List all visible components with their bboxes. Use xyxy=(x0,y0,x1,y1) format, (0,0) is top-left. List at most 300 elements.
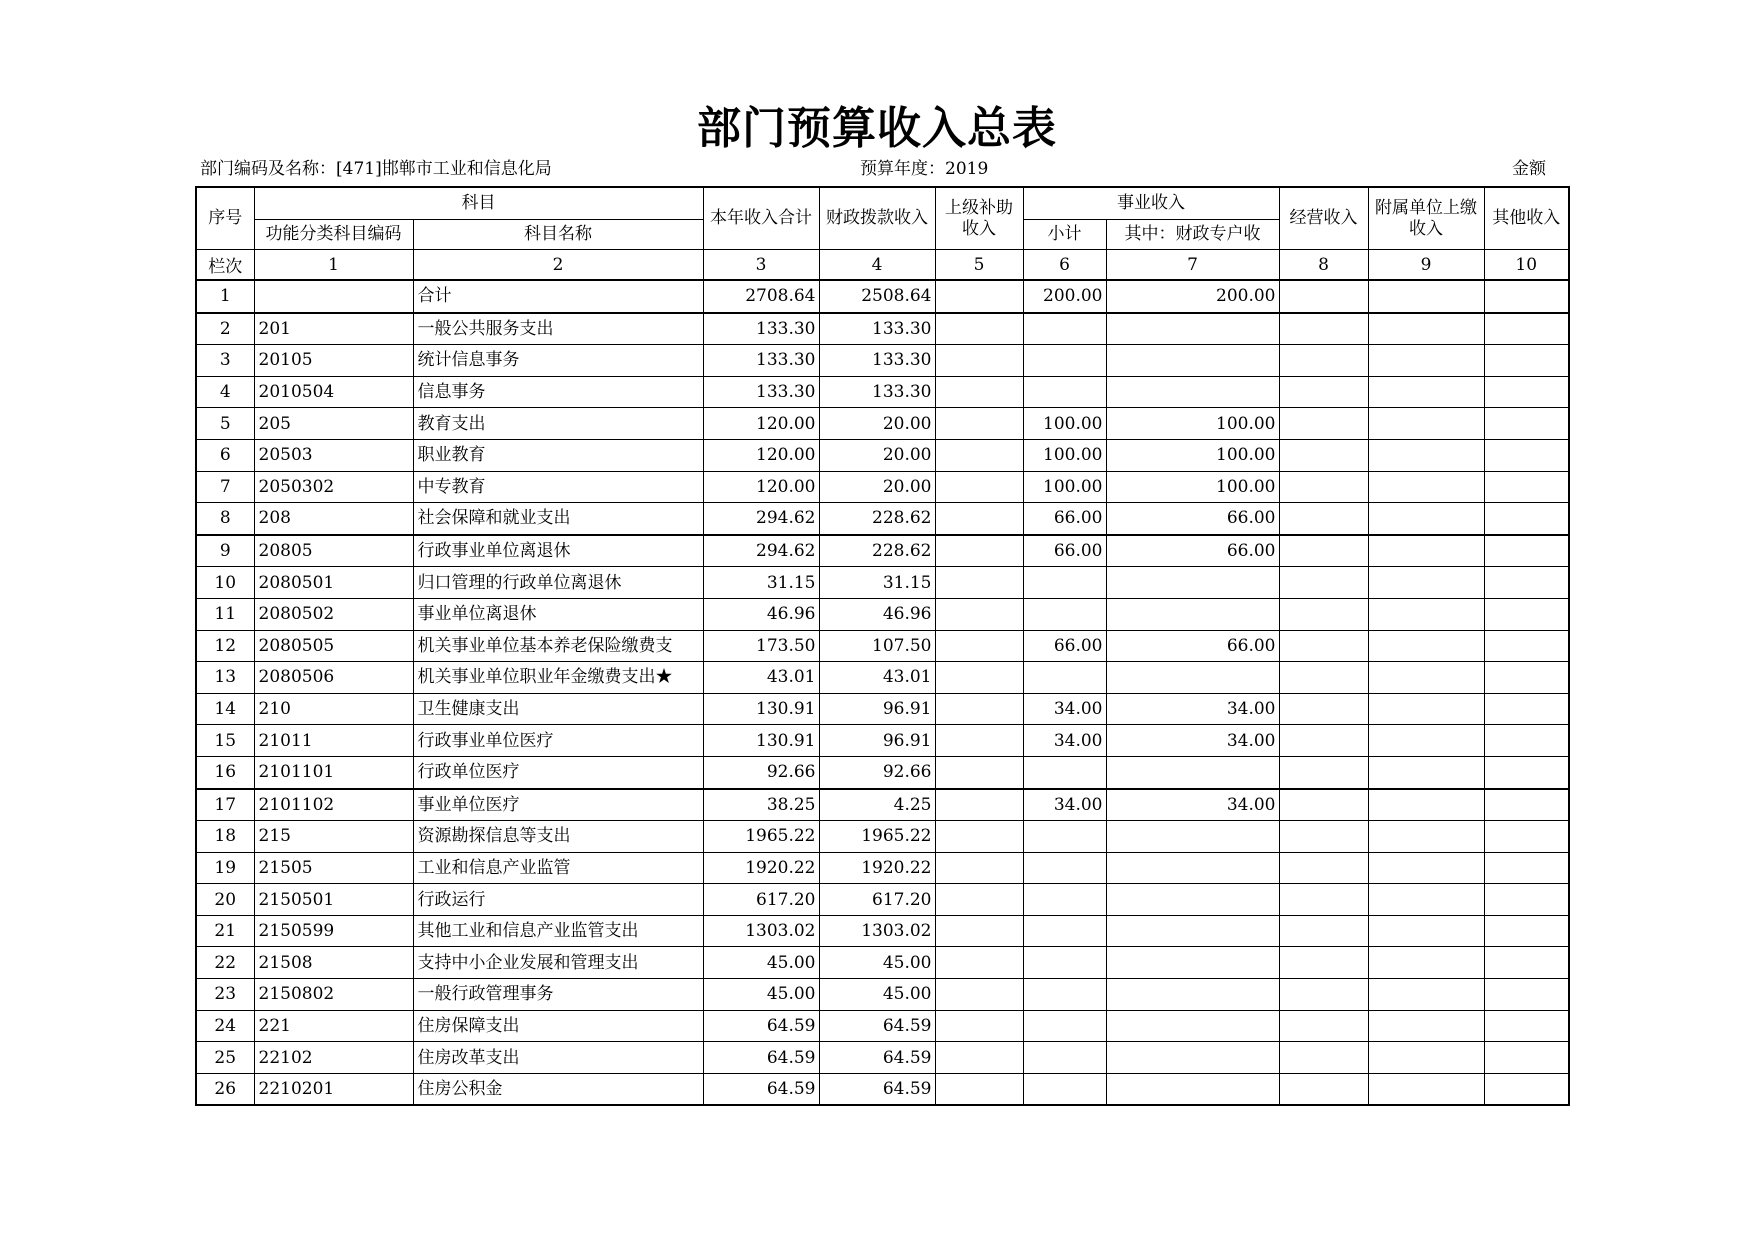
cell-affiliated xyxy=(1368,884,1484,916)
cell-total: 64.59 xyxy=(703,1010,819,1042)
cell-func-code: 2150501 xyxy=(254,884,413,916)
cell-subject-name: 行政事业单位离退休 xyxy=(413,535,703,567)
cell-special xyxy=(1106,915,1279,947)
cell-special xyxy=(1106,662,1279,694)
cell-subtotal xyxy=(1023,345,1106,377)
cell-subject-name: 机关事业单位职业年金缴费支出★ xyxy=(413,662,703,694)
cell-subject-name: 工业和信息产业监管 xyxy=(413,852,703,884)
column-number: 10 xyxy=(1484,250,1569,281)
table-row xyxy=(196,693,1569,725)
table-row xyxy=(196,535,1569,567)
cell-superior xyxy=(935,313,1023,345)
cell-affiliated xyxy=(1368,567,1484,599)
cell-superior xyxy=(935,1042,1023,1074)
cell-superior xyxy=(935,789,1023,821)
cell-func-code: 2150599 xyxy=(254,915,413,947)
cell-business xyxy=(1279,439,1368,471)
cell-seq: 9 xyxy=(196,535,254,567)
cell-subtotal xyxy=(1023,662,1106,694)
table-row xyxy=(196,376,1569,408)
cell-affiliated xyxy=(1368,1042,1484,1074)
cell-superior xyxy=(935,598,1023,630)
cell-subject-name: 卫生健康支出 xyxy=(413,693,703,725)
cell-seq: 1 xyxy=(196,280,254,313)
cell-special xyxy=(1106,756,1279,788)
cell-subject-name: 住房保障支出 xyxy=(413,1010,703,1042)
cell-special: 34.00 xyxy=(1106,789,1279,821)
cell-other xyxy=(1484,725,1569,757)
cell-fiscal: 1303.02 xyxy=(819,915,935,947)
cell-func-code: 215 xyxy=(254,821,413,853)
cell-subject-name: 社会保障和就业支出 xyxy=(413,503,703,535)
cell-subject-name: 资源勘探信息等支出 xyxy=(413,821,703,853)
cell-business xyxy=(1279,567,1368,599)
cell-other xyxy=(1484,503,1569,535)
cell-func-code: 2050302 xyxy=(254,471,413,503)
cell-subtotal xyxy=(1023,821,1106,853)
cell-special xyxy=(1106,979,1279,1011)
cell-other xyxy=(1484,280,1569,313)
cell-special xyxy=(1106,1073,1279,1105)
cell-other xyxy=(1484,662,1569,694)
cell-total: 38.25 xyxy=(703,789,819,821)
cell-subtotal: 66.00 xyxy=(1023,503,1106,535)
table-row xyxy=(196,884,1569,916)
cell-total: 45.00 xyxy=(703,947,819,979)
cell-subtotal: 200.00 xyxy=(1023,280,1106,313)
cell-affiliated xyxy=(1368,598,1484,630)
cell-func-code: 20105 xyxy=(254,345,413,377)
cell-fiscal: 228.62 xyxy=(819,535,935,567)
cell-fiscal: 133.30 xyxy=(819,345,935,377)
table-row xyxy=(196,662,1569,694)
cell-subtotal xyxy=(1023,598,1106,630)
cell-subject-name: 教育支出 xyxy=(413,408,703,440)
cell-func-code: 210 xyxy=(254,693,413,725)
cell-fiscal: 107.50 xyxy=(819,630,935,662)
cell-total: 31.15 xyxy=(703,567,819,599)
cell-total: 120.00 xyxy=(703,471,819,503)
cell-special xyxy=(1106,376,1279,408)
column-number: 6 xyxy=(1023,250,1106,281)
cell-other xyxy=(1484,567,1569,599)
cell-total: 64.59 xyxy=(703,1042,819,1074)
cell-func-code: 20805 xyxy=(254,535,413,567)
cell-affiliated xyxy=(1368,313,1484,345)
cell-other xyxy=(1484,852,1569,884)
cell-func-code: 201 xyxy=(254,313,413,345)
header-fiscal: 财政拨款收入 xyxy=(819,187,935,250)
header-total: 本年收入合计 xyxy=(703,187,819,250)
cell-affiliated xyxy=(1368,662,1484,694)
cell-special: 100.00 xyxy=(1106,471,1279,503)
cell-superior xyxy=(935,345,1023,377)
cell-subject-name: 机关事业单位基本养老保险缴费支 xyxy=(413,630,703,662)
cell-seq: 16 xyxy=(196,756,254,788)
cell-subtotal xyxy=(1023,756,1106,788)
cell-affiliated xyxy=(1368,1010,1484,1042)
cell-seq: 11 xyxy=(196,598,254,630)
cell-total: 133.30 xyxy=(703,376,819,408)
cell-business xyxy=(1279,503,1368,535)
cell-total: 1920.22 xyxy=(703,852,819,884)
cell-affiliated xyxy=(1368,439,1484,471)
table-row xyxy=(196,408,1569,440)
cell-special xyxy=(1106,852,1279,884)
cell-fiscal: 43.01 xyxy=(819,662,935,694)
budget-revenue-table xyxy=(195,186,1570,1106)
cell-business xyxy=(1279,471,1368,503)
cell-subject-name: 一般公共服务支出 xyxy=(413,313,703,345)
cell-total: 46.96 xyxy=(703,598,819,630)
cell-business xyxy=(1279,1042,1368,1074)
cell-total: 43.01 xyxy=(703,662,819,694)
cell-business xyxy=(1279,915,1368,947)
cell-seq: 17 xyxy=(196,789,254,821)
cell-superior xyxy=(935,535,1023,567)
table-row xyxy=(196,280,1569,313)
cell-func-code: 208 xyxy=(254,503,413,535)
cell-affiliated xyxy=(1368,376,1484,408)
cell-superior xyxy=(935,1010,1023,1042)
cell-subtotal: 66.00 xyxy=(1023,535,1106,567)
cell-business xyxy=(1279,725,1368,757)
cell-affiliated xyxy=(1368,947,1484,979)
cell-affiliated xyxy=(1368,789,1484,821)
cell-fiscal: 133.30 xyxy=(819,376,935,408)
cell-fiscal: 45.00 xyxy=(819,979,935,1011)
cell-seq: 3 xyxy=(196,345,254,377)
cell-seq: 13 xyxy=(196,662,254,694)
cell-affiliated xyxy=(1368,756,1484,788)
table-row xyxy=(196,947,1569,979)
cell-subtotal xyxy=(1023,915,1106,947)
cell-subject-name: 行政运行 xyxy=(413,884,703,916)
cell-subtotal xyxy=(1023,567,1106,599)
cell-other xyxy=(1484,345,1569,377)
cell-func-code: 2210201 xyxy=(254,1073,413,1105)
cell-business xyxy=(1279,821,1368,853)
cell-subtotal: 66.00 xyxy=(1023,630,1106,662)
cell-seq: 23 xyxy=(196,979,254,1011)
cell-total: 45.00 xyxy=(703,979,819,1011)
header-career: 事业收入 xyxy=(1023,187,1279,220)
cell-total: 1303.02 xyxy=(703,915,819,947)
cell-func-code: 2080506 xyxy=(254,662,413,694)
cell-seq: 18 xyxy=(196,821,254,853)
cell-special: 34.00 xyxy=(1106,693,1279,725)
cell-other xyxy=(1484,471,1569,503)
cell-subject-name: 住房公积金 xyxy=(413,1073,703,1105)
column-number: 2 xyxy=(413,250,703,281)
column-number: 4 xyxy=(819,250,935,281)
cell-subtotal xyxy=(1023,979,1106,1011)
cell-affiliated xyxy=(1368,471,1484,503)
cell-fiscal: 45.00 xyxy=(819,947,935,979)
cell-affiliated xyxy=(1368,630,1484,662)
cell-other xyxy=(1484,313,1569,345)
cell-total: 120.00 xyxy=(703,408,819,440)
cell-func-code: 21508 xyxy=(254,947,413,979)
cell-subtotal xyxy=(1023,1010,1106,1042)
cell-subject-name: 行政事业单位医疗 xyxy=(413,725,703,757)
cell-business xyxy=(1279,756,1368,788)
cell-fiscal: 133.30 xyxy=(819,313,935,345)
cell-seq: 24 xyxy=(196,1010,254,1042)
cell-superior xyxy=(935,915,1023,947)
cell-business xyxy=(1279,408,1368,440)
cell-subject-name: 统计信息事务 xyxy=(413,345,703,377)
cell-seq: 20 xyxy=(196,884,254,916)
cell-subtotal xyxy=(1023,313,1106,345)
cell-business xyxy=(1279,693,1368,725)
cell-subtotal xyxy=(1023,1042,1106,1074)
header-affiliated: 附属单位上缴收入 xyxy=(1368,187,1484,250)
column-number: 8 xyxy=(1279,250,1368,281)
cell-business xyxy=(1279,662,1368,694)
table-row xyxy=(196,1010,1569,1042)
cell-subject-name: 中专教育 xyxy=(413,471,703,503)
cell-business xyxy=(1279,345,1368,377)
header-special: 其中：财政专户收 xyxy=(1106,220,1279,250)
cell-special xyxy=(1106,567,1279,599)
cell-other xyxy=(1484,693,1569,725)
cell-business xyxy=(1279,535,1368,567)
column-number: 7 xyxy=(1106,250,1279,281)
budget-year-label: 预算年度：2019 xyxy=(860,159,989,179)
cell-func-code: 21505 xyxy=(254,852,413,884)
page-title: 部门预算收入总表 xyxy=(697,103,1057,154)
cell-other xyxy=(1484,439,1569,471)
cell-special: 100.00 xyxy=(1106,439,1279,471)
cell-func-code: 20503 xyxy=(254,439,413,471)
table-row xyxy=(196,915,1569,947)
cell-total: 294.62 xyxy=(703,503,819,535)
cell-subject-name: 行政单位医疗 xyxy=(413,756,703,788)
cell-func-code: 22102 xyxy=(254,1042,413,1074)
column-number-row xyxy=(196,250,1569,281)
cell-affiliated xyxy=(1368,1073,1484,1105)
cell-total: 294.62 xyxy=(703,535,819,567)
cell-special xyxy=(1106,1042,1279,1074)
cell-other xyxy=(1484,376,1569,408)
amount-unit-label: 金额 xyxy=(1512,159,1546,179)
cell-superior xyxy=(935,662,1023,694)
cell-total: 133.30 xyxy=(703,313,819,345)
cell-special xyxy=(1106,313,1279,345)
cell-fiscal: 96.91 xyxy=(819,725,935,757)
cell-total: 64.59 xyxy=(703,1073,819,1105)
cell-seq: 2 xyxy=(196,313,254,345)
table-row xyxy=(196,313,1569,345)
cell-func-code: 2010504 xyxy=(254,376,413,408)
cell-other xyxy=(1484,1042,1569,1074)
cell-fiscal: 20.00 xyxy=(819,408,935,440)
cell-seq: 12 xyxy=(196,630,254,662)
cell-affiliated xyxy=(1368,725,1484,757)
cell-special: 66.00 xyxy=(1106,630,1279,662)
cell-subtotal xyxy=(1023,1073,1106,1105)
cell-affiliated xyxy=(1368,503,1484,535)
table-row xyxy=(196,471,1569,503)
column-number: 3 xyxy=(703,250,819,281)
cell-subtotal xyxy=(1023,947,1106,979)
header-subject: 科目 xyxy=(254,187,703,220)
cell-affiliated xyxy=(1368,535,1484,567)
cell-fiscal: 2508.64 xyxy=(819,280,935,313)
table-row xyxy=(196,789,1569,821)
column-number: 5 xyxy=(935,250,1023,281)
cell-other xyxy=(1484,408,1569,440)
cell-other xyxy=(1484,789,1569,821)
header-subtotal: 小计 xyxy=(1023,220,1106,250)
cell-special xyxy=(1106,884,1279,916)
cell-func-code: 2080501 xyxy=(254,567,413,599)
cell-seq: 6 xyxy=(196,439,254,471)
cell-superior xyxy=(935,756,1023,788)
cell-superior xyxy=(935,376,1023,408)
cell-seq: 25 xyxy=(196,1042,254,1074)
cell-fiscal: 46.96 xyxy=(819,598,935,630)
cell-subject-name: 职业教育 xyxy=(413,439,703,471)
cell-fiscal: 20.00 xyxy=(819,471,935,503)
cell-superior xyxy=(935,725,1023,757)
cell-subtotal xyxy=(1023,852,1106,884)
table-row xyxy=(196,503,1569,535)
table-row xyxy=(196,756,1569,788)
header-seq: 序号 xyxy=(196,187,254,250)
department-label: 部门编码及名称：[471]邯郸市工业和信息化局 xyxy=(200,159,552,179)
cell-affiliated xyxy=(1368,979,1484,1011)
cell-superior xyxy=(935,821,1023,853)
table-row xyxy=(196,1073,1569,1105)
cell-subtotal xyxy=(1023,376,1106,408)
cell-business xyxy=(1279,884,1368,916)
cell-seq: 7 xyxy=(196,471,254,503)
cell-subtotal: 34.00 xyxy=(1023,725,1106,757)
cell-func-code xyxy=(254,280,413,313)
cell-other xyxy=(1484,756,1569,788)
column-number-label: 栏次 xyxy=(196,250,254,281)
cell-seq: 5 xyxy=(196,408,254,440)
cell-fiscal: 92.66 xyxy=(819,756,935,788)
cell-func-code: 2080505 xyxy=(254,630,413,662)
header-subject-name: 科目名称 xyxy=(413,220,703,250)
header-business: 经营收入 xyxy=(1279,187,1368,250)
cell-fiscal: 64.59 xyxy=(819,1010,935,1042)
cell-subtotal: 100.00 xyxy=(1023,408,1106,440)
cell-affiliated xyxy=(1368,821,1484,853)
cell-special xyxy=(1106,598,1279,630)
cell-superior xyxy=(935,471,1023,503)
cell-business xyxy=(1279,280,1368,313)
cell-special: 200.00 xyxy=(1106,280,1279,313)
cell-other xyxy=(1484,1073,1569,1105)
column-number: 9 xyxy=(1368,250,1484,281)
cell-affiliated xyxy=(1368,852,1484,884)
cell-subject-name: 事业单位离退休 xyxy=(413,598,703,630)
cell-subtotal: 34.00 xyxy=(1023,693,1106,725)
cell-fiscal: 1965.22 xyxy=(819,821,935,853)
cell-superior xyxy=(935,567,1023,599)
cell-fiscal: 64.59 xyxy=(819,1073,935,1105)
table-row xyxy=(196,439,1569,471)
cell-special xyxy=(1106,345,1279,377)
cell-total: 130.91 xyxy=(703,693,819,725)
table-row xyxy=(196,598,1569,630)
cell-fiscal: 31.15 xyxy=(819,567,935,599)
cell-func-code: 205 xyxy=(254,408,413,440)
cell-business xyxy=(1279,598,1368,630)
cell-superior xyxy=(935,1073,1023,1105)
header-other: 其他收入 xyxy=(1484,187,1569,250)
header-func-code: 功能分类科目编码 xyxy=(254,220,413,250)
cell-superior xyxy=(935,979,1023,1011)
cell-func-code: 2150802 xyxy=(254,979,413,1011)
cell-superior xyxy=(935,947,1023,979)
cell-fiscal: 617.20 xyxy=(819,884,935,916)
cell-subtotal xyxy=(1023,884,1106,916)
cell-seq: 15 xyxy=(196,725,254,757)
cell-affiliated xyxy=(1368,408,1484,440)
cell-func-code: 221 xyxy=(254,1010,413,1042)
cell-subject-name: 住房改革支出 xyxy=(413,1042,703,1074)
cell-total: 120.00 xyxy=(703,439,819,471)
table-row xyxy=(196,979,1569,1011)
header-superior: 上级补助收入 xyxy=(935,187,1023,250)
cell-fiscal: 20.00 xyxy=(819,439,935,471)
cell-special xyxy=(1106,821,1279,853)
cell-fiscal: 96.91 xyxy=(819,693,935,725)
cell-subject-name: 支持中小企业发展和管理支出 xyxy=(413,947,703,979)
cell-seq: 10 xyxy=(196,567,254,599)
cell-func-code: 2080502 xyxy=(254,598,413,630)
cell-business xyxy=(1279,979,1368,1011)
table-row xyxy=(196,1042,1569,1074)
cell-total: 173.50 xyxy=(703,630,819,662)
cell-seq: 14 xyxy=(196,693,254,725)
cell-other xyxy=(1484,598,1569,630)
cell-total: 133.30 xyxy=(703,345,819,377)
cell-func-code: 21011 xyxy=(254,725,413,757)
table-body xyxy=(196,280,1569,1105)
cell-other xyxy=(1484,535,1569,567)
cell-other xyxy=(1484,947,1569,979)
cell-fiscal: 4.25 xyxy=(819,789,935,821)
cell-total: 92.66 xyxy=(703,756,819,788)
cell-special: 34.00 xyxy=(1106,725,1279,757)
cell-business xyxy=(1279,1073,1368,1105)
cell-subject-name: 其他工业和信息产业监管支出 xyxy=(413,915,703,947)
table-row xyxy=(196,567,1569,599)
cell-business xyxy=(1279,630,1368,662)
cell-superior xyxy=(935,280,1023,313)
cell-superior xyxy=(935,503,1023,535)
cell-business xyxy=(1279,852,1368,884)
cell-superior xyxy=(935,408,1023,440)
cell-superior xyxy=(935,852,1023,884)
cell-special: 66.00 xyxy=(1106,535,1279,567)
cell-fiscal: 64.59 xyxy=(819,1042,935,1074)
cell-func-code: 2101101 xyxy=(254,756,413,788)
cell-other xyxy=(1484,1010,1569,1042)
cell-other xyxy=(1484,979,1569,1011)
cell-business xyxy=(1279,376,1368,408)
table-row xyxy=(196,345,1569,377)
cell-superior xyxy=(935,439,1023,471)
cell-func-code: 2101102 xyxy=(254,789,413,821)
cell-subject-name: 归口管理的行政单位离退休 xyxy=(413,567,703,599)
